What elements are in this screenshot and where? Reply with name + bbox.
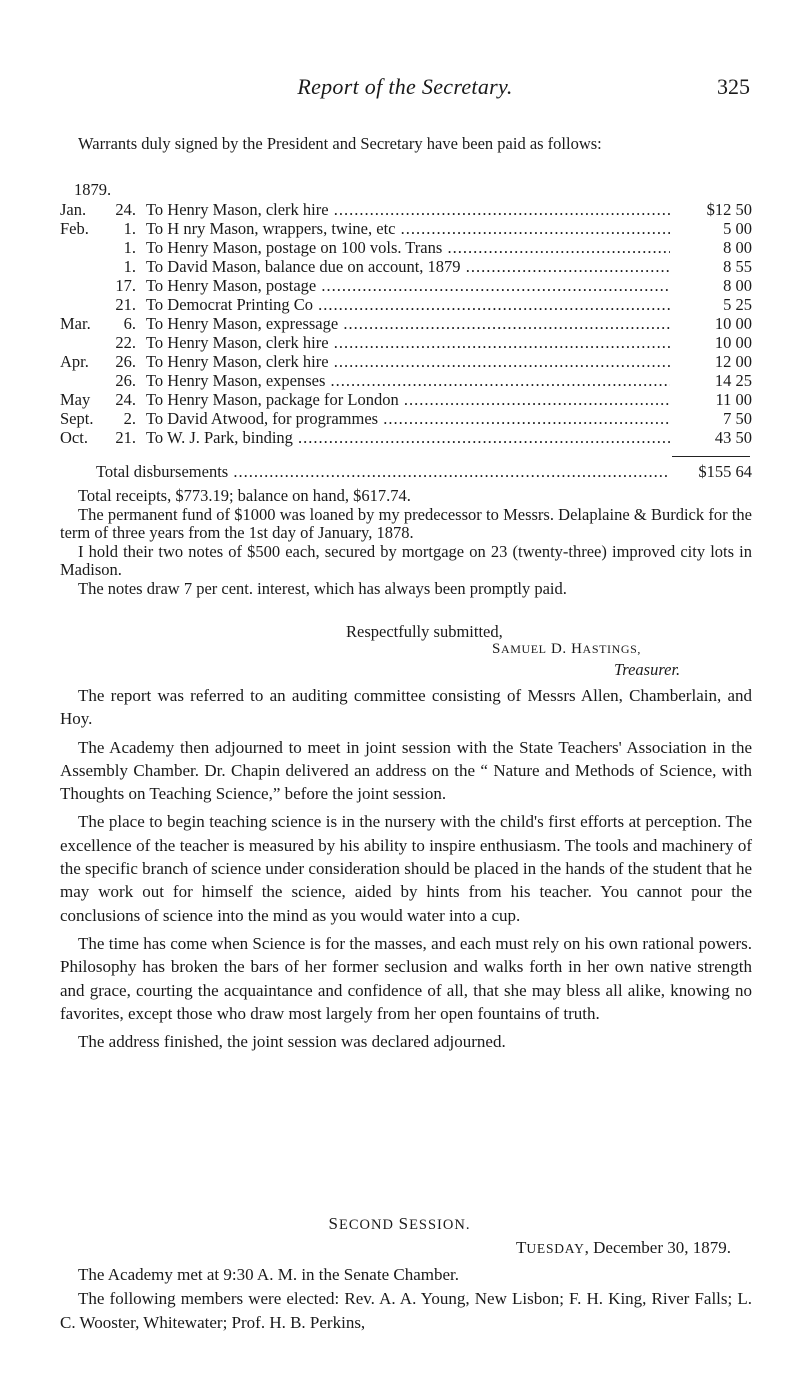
note-paragraph: The permanent fund of $1000 was loaned by my predecessor to Messrs. Delaplaine & Burdick for the term of three years from the 1st day of January, 1878. [60, 504, 752, 542]
session-day-initial: T [515, 1238, 527, 1257]
warrant-day: 6. [123, 314, 136, 333]
body-paragraph: The address finished, the joint session was declared adjourned. [78, 1032, 506, 1052]
warrant-row [60, 200, 752, 219]
signer-first-rest: AMUEL [500, 642, 547, 656]
warrant-description: To David Atwood, for programmes ..... [146, 409, 670, 428]
warrant-row [60, 219, 752, 238]
warrant-month: May [60, 390, 91, 409]
session-title-initial-1: S [328, 1214, 340, 1233]
warrant-row [60, 276, 752, 295]
warrant-description: To Democrat Printing Co ..... [146, 295, 670, 314]
body-paragraph: The place to begin teaching science is in the nursery with the child's first efforts at perception. The excellence of the teacher is measured by his ability to inspire enthusiasm. The tools and machinery of the specific branch of science under consideration should be placed in the hands of the student that he may work out for himself the science, aided by hints from his teacher. You cannot pour the conclusions of science into the mind as you would water into a cup. [60, 812, 752, 925]
warrant-row [60, 314, 752, 333]
note-paragraph: I hold their two notes of $500 each, secured by mortgage on 23 (twenty-three) improved city lots in Madison. [60, 541, 752, 579]
warrant-row [60, 295, 752, 314]
page-header [60, 74, 750, 104]
warrant-amount: 5 25 [723, 295, 752, 314]
warrant-amount: 43 50 [714, 428, 752, 447]
body-paragraph: The report was referred to an auditing committee consisting of Messrs Allen, Chamberlain, and Hoy. [60, 686, 752, 729]
body-paragraph: The Academy then adjourned to meet in joint session with the State Teachers' Association in the Assembly Chamber. Dr. Chapin delivered an address on the “ Nature and Methods of Science, with Thoughts on Teaching Science,” before the joint session. [60, 737, 752, 804]
warrant-amount: 14 25 [714, 371, 752, 390]
warrant-day: 21. [115, 295, 136, 314]
warrant-amount: 11 00 [715, 390, 752, 409]
warrant-description: To Henry Mason, expressage ..... [146, 314, 670, 333]
body-paragraph: The time has come when Science is for the masses, and each must rely on his own rational powers. Philosophy has broken the bars of her former seclusion and walks forth in her own native strength and grace, courting the acquaintance and confidence of all, that she may bless all alike, knowing no favorites, except those who draw most largely from her open fountains of truth. [60, 933, 752, 1023]
warrant-amount: 12 00 [714, 352, 752, 371]
note-paragraph: The notes draw 7 per cent. interest, which has always been promptly paid. [78, 578, 567, 598]
warrant-row [60, 333, 752, 352]
warrant-day: 1. [123, 219, 136, 238]
warrant-month: Apr. [60, 352, 89, 371]
warrant-description: To Henry Mason, postage ..... [146, 276, 670, 295]
warrant-description: To Henry Mason, clerk hire ..... [146, 352, 670, 371]
signer-middle: D. [546, 641, 572, 657]
session-day-rest: UESDAY [526, 1241, 585, 1256]
warrant-amount: 10 00 [714, 333, 752, 352]
warrant-day: 1. [123, 257, 136, 276]
session-date [516, 1238, 731, 1258]
total-row [60, 462, 752, 482]
session-title-initial-2: S [398, 1214, 410, 1233]
warrant-row [60, 352, 752, 371]
warrant-amount: $12 50 [706, 200, 752, 219]
warrant-day: 21. [115, 428, 136, 447]
warrant-month: Feb. [60, 219, 89, 238]
session-paragraph: The following members were elected: Rev. A. A. Young, New Lisbon; F. H. King, River Falls; L. C. Wooster, Whitewater; Prof. H. B. Perkins, [60, 1289, 752, 1332]
warrant-amount: 8 55 [723, 257, 752, 276]
warrant-amount: 7 50 [723, 409, 752, 428]
warrant-amount: 5 00 [723, 219, 752, 238]
warrant-month: Jan. [60, 200, 87, 219]
warrant-day: 26. [115, 352, 136, 371]
warrant-row [60, 238, 752, 257]
warrant-description: To W. J. Park, binding ..... [146, 428, 670, 447]
signer-first-initial: S [492, 641, 501, 657]
signer-name [492, 641, 641, 658]
page-number: 325 [717, 74, 750, 99]
total-amount: $155 64 [698, 462, 752, 481]
warrant-description: To Henry Mason, package for London ..... [146, 390, 670, 409]
total-rule [672, 456, 750, 457]
main-body [60, 684, 752, 1058]
session-paragraph: The Academy met at 9:30 A. M. in the Senate Chamber. [78, 1265, 459, 1284]
warrant-row [60, 428, 752, 447]
warrant-month: Sept. [60, 409, 94, 428]
warrant-day: 24. [115, 390, 136, 409]
warrant-description: To Henry Mason, postage on 100 vols. Trans ..... [146, 238, 670, 257]
warrant-row [60, 257, 752, 276]
warrant-day: 17. [115, 276, 136, 295]
session-title-rest-1: ECOND [339, 1217, 399, 1233]
warrants-intro: Warrants duly signed by the President and Secretary have been paid as follows: [78, 134, 602, 153]
warrant-month: Oct. [60, 428, 88, 447]
warrant-day: 22. [115, 333, 136, 352]
warrant-description: To Henry Mason, expenses ..... [146, 371, 670, 390]
warrant-row [60, 390, 752, 409]
warrants-year: 1879. [74, 180, 112, 199]
signer-last-initial: H [571, 641, 583, 657]
session-body [60, 1263, 752, 1335]
signer-last-rest: ASTINGS, [582, 642, 642, 656]
warrant-description: To Henry Mason, clerk hire ..... [146, 200, 670, 219]
session-date-text: , December 30, 1879. [584, 1238, 731, 1257]
warrant-description: To Henry Mason, clerk hire ..... [146, 333, 670, 352]
warrants-list [60, 200, 752, 447]
warrant-day: 1. [123, 238, 136, 257]
warrant-amount: 8 00 [723, 238, 752, 257]
warrant-month: Mar. [60, 314, 91, 333]
running-title: Report of the Secretary. [297, 74, 513, 99]
warrant-amount: 8 00 [723, 276, 752, 295]
treasurer-notes [60, 487, 752, 598]
warrant-day: 26. [115, 371, 136, 390]
warrant-description: To H nry Mason, wrappers, twine, etc ..... [146, 219, 670, 238]
session-title-rest-2: ESSION. [409, 1217, 471, 1233]
warrant-description: To David Mason, balance due on account, 1879 ..... [146, 257, 670, 276]
warrant-row [60, 371, 752, 390]
session-heading [0, 1214, 799, 1234]
signoff: Respectfully submitted, [346, 622, 503, 641]
note-paragraph: Total receipts, $773.19; balance on hand, $617.74. [78, 486, 411, 505]
warrant-day: 24. [115, 200, 136, 219]
warrant-row [60, 409, 752, 428]
total-label: Total disbursements ..... [96, 462, 670, 482]
signer-role: Treasurer. [614, 660, 681, 679]
warrant-amount: 10 00 [714, 314, 752, 333]
warrant-day: 2. [123, 409, 136, 428]
